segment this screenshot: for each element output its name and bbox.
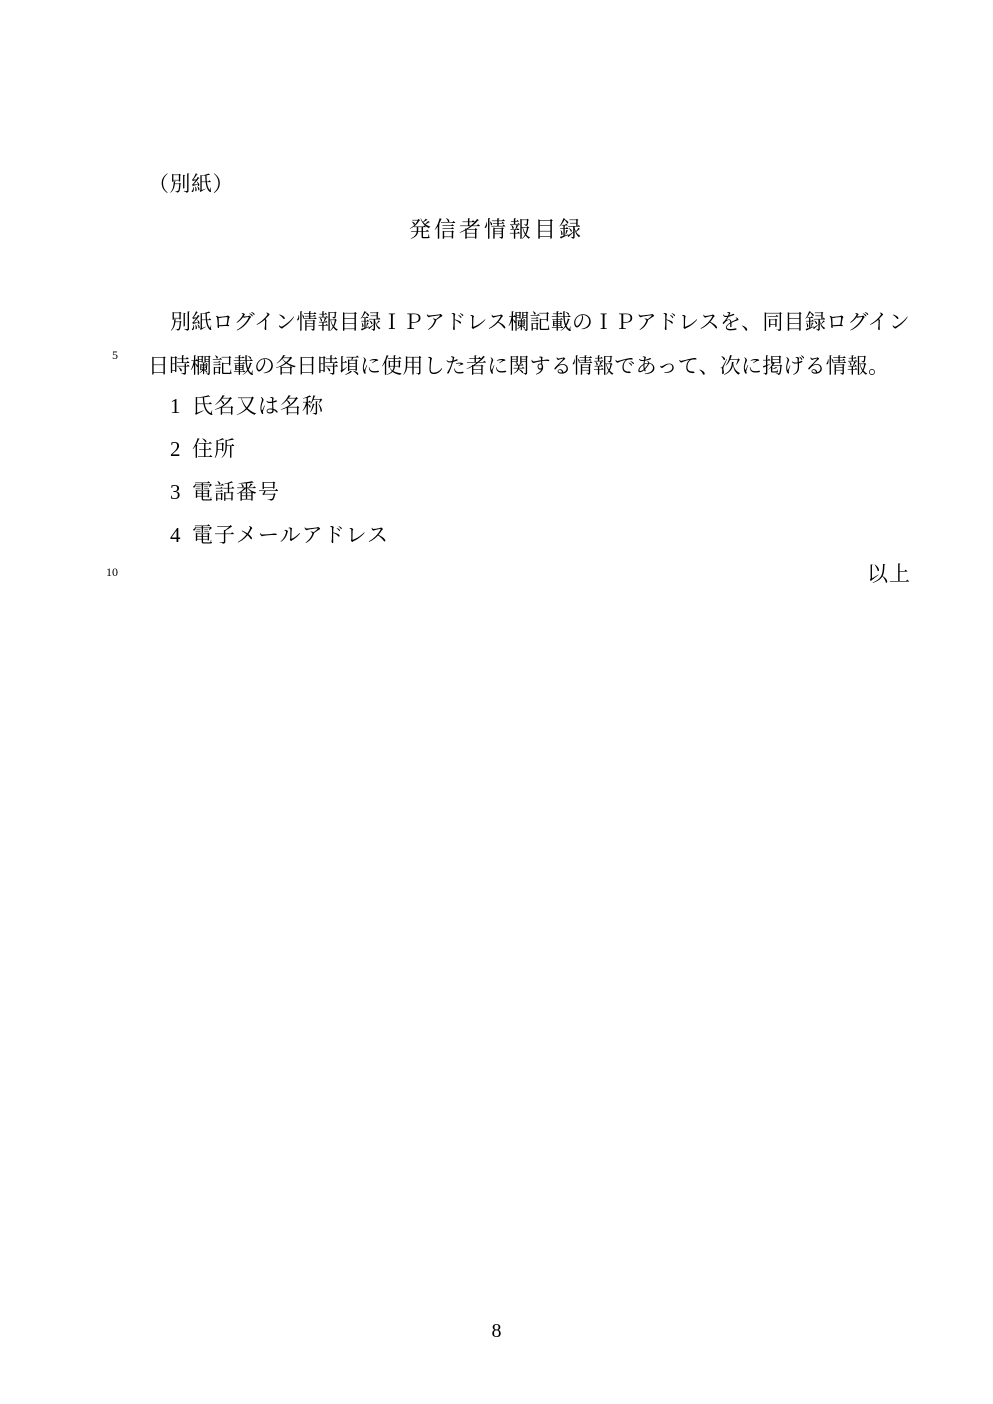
body-paragraph-block bbox=[148, 300, 910, 388]
list-item-label: 氏名又は名称 bbox=[192, 394, 324, 418]
list-item-number: 3 bbox=[170, 480, 181, 504]
list-item-number: 4 bbox=[170, 523, 181, 547]
line-number-10: 10 bbox=[106, 565, 118, 579]
closing-text: 以上 bbox=[867, 562, 911, 586]
line-number-5: 5 bbox=[112, 348, 118, 362]
list-item-label: 電子メールアドレス bbox=[192, 523, 389, 547]
numbered-list bbox=[148, 385, 910, 557]
list-item-label: 電話番号 bbox=[192, 480, 280, 504]
page-number: 8 bbox=[491, 1320, 502, 1342]
list-item bbox=[148, 471, 910, 514]
list-item-label: 住所 bbox=[192, 437, 236, 461]
body-paragraph bbox=[148, 300, 910, 388]
page-title: 発信者情報目録 bbox=[408, 217, 584, 242]
list-item bbox=[148, 428, 910, 471]
list-item bbox=[148, 385, 910, 428]
list-item-number: 1 bbox=[170, 394, 181, 418]
list-item bbox=[148, 514, 910, 557]
attachment-tag: （別紙） bbox=[148, 172, 234, 196]
list-item-number: 2 bbox=[170, 437, 181, 461]
paragraph-text: 別紙ログイン情報目録ＩＰアドレス欄記載のＩＰアドレスを、同目録ログイン日時欄記載の各日時頃に使用した者に関する情報であって、次に掲げる情報。 bbox=[148, 310, 910, 378]
